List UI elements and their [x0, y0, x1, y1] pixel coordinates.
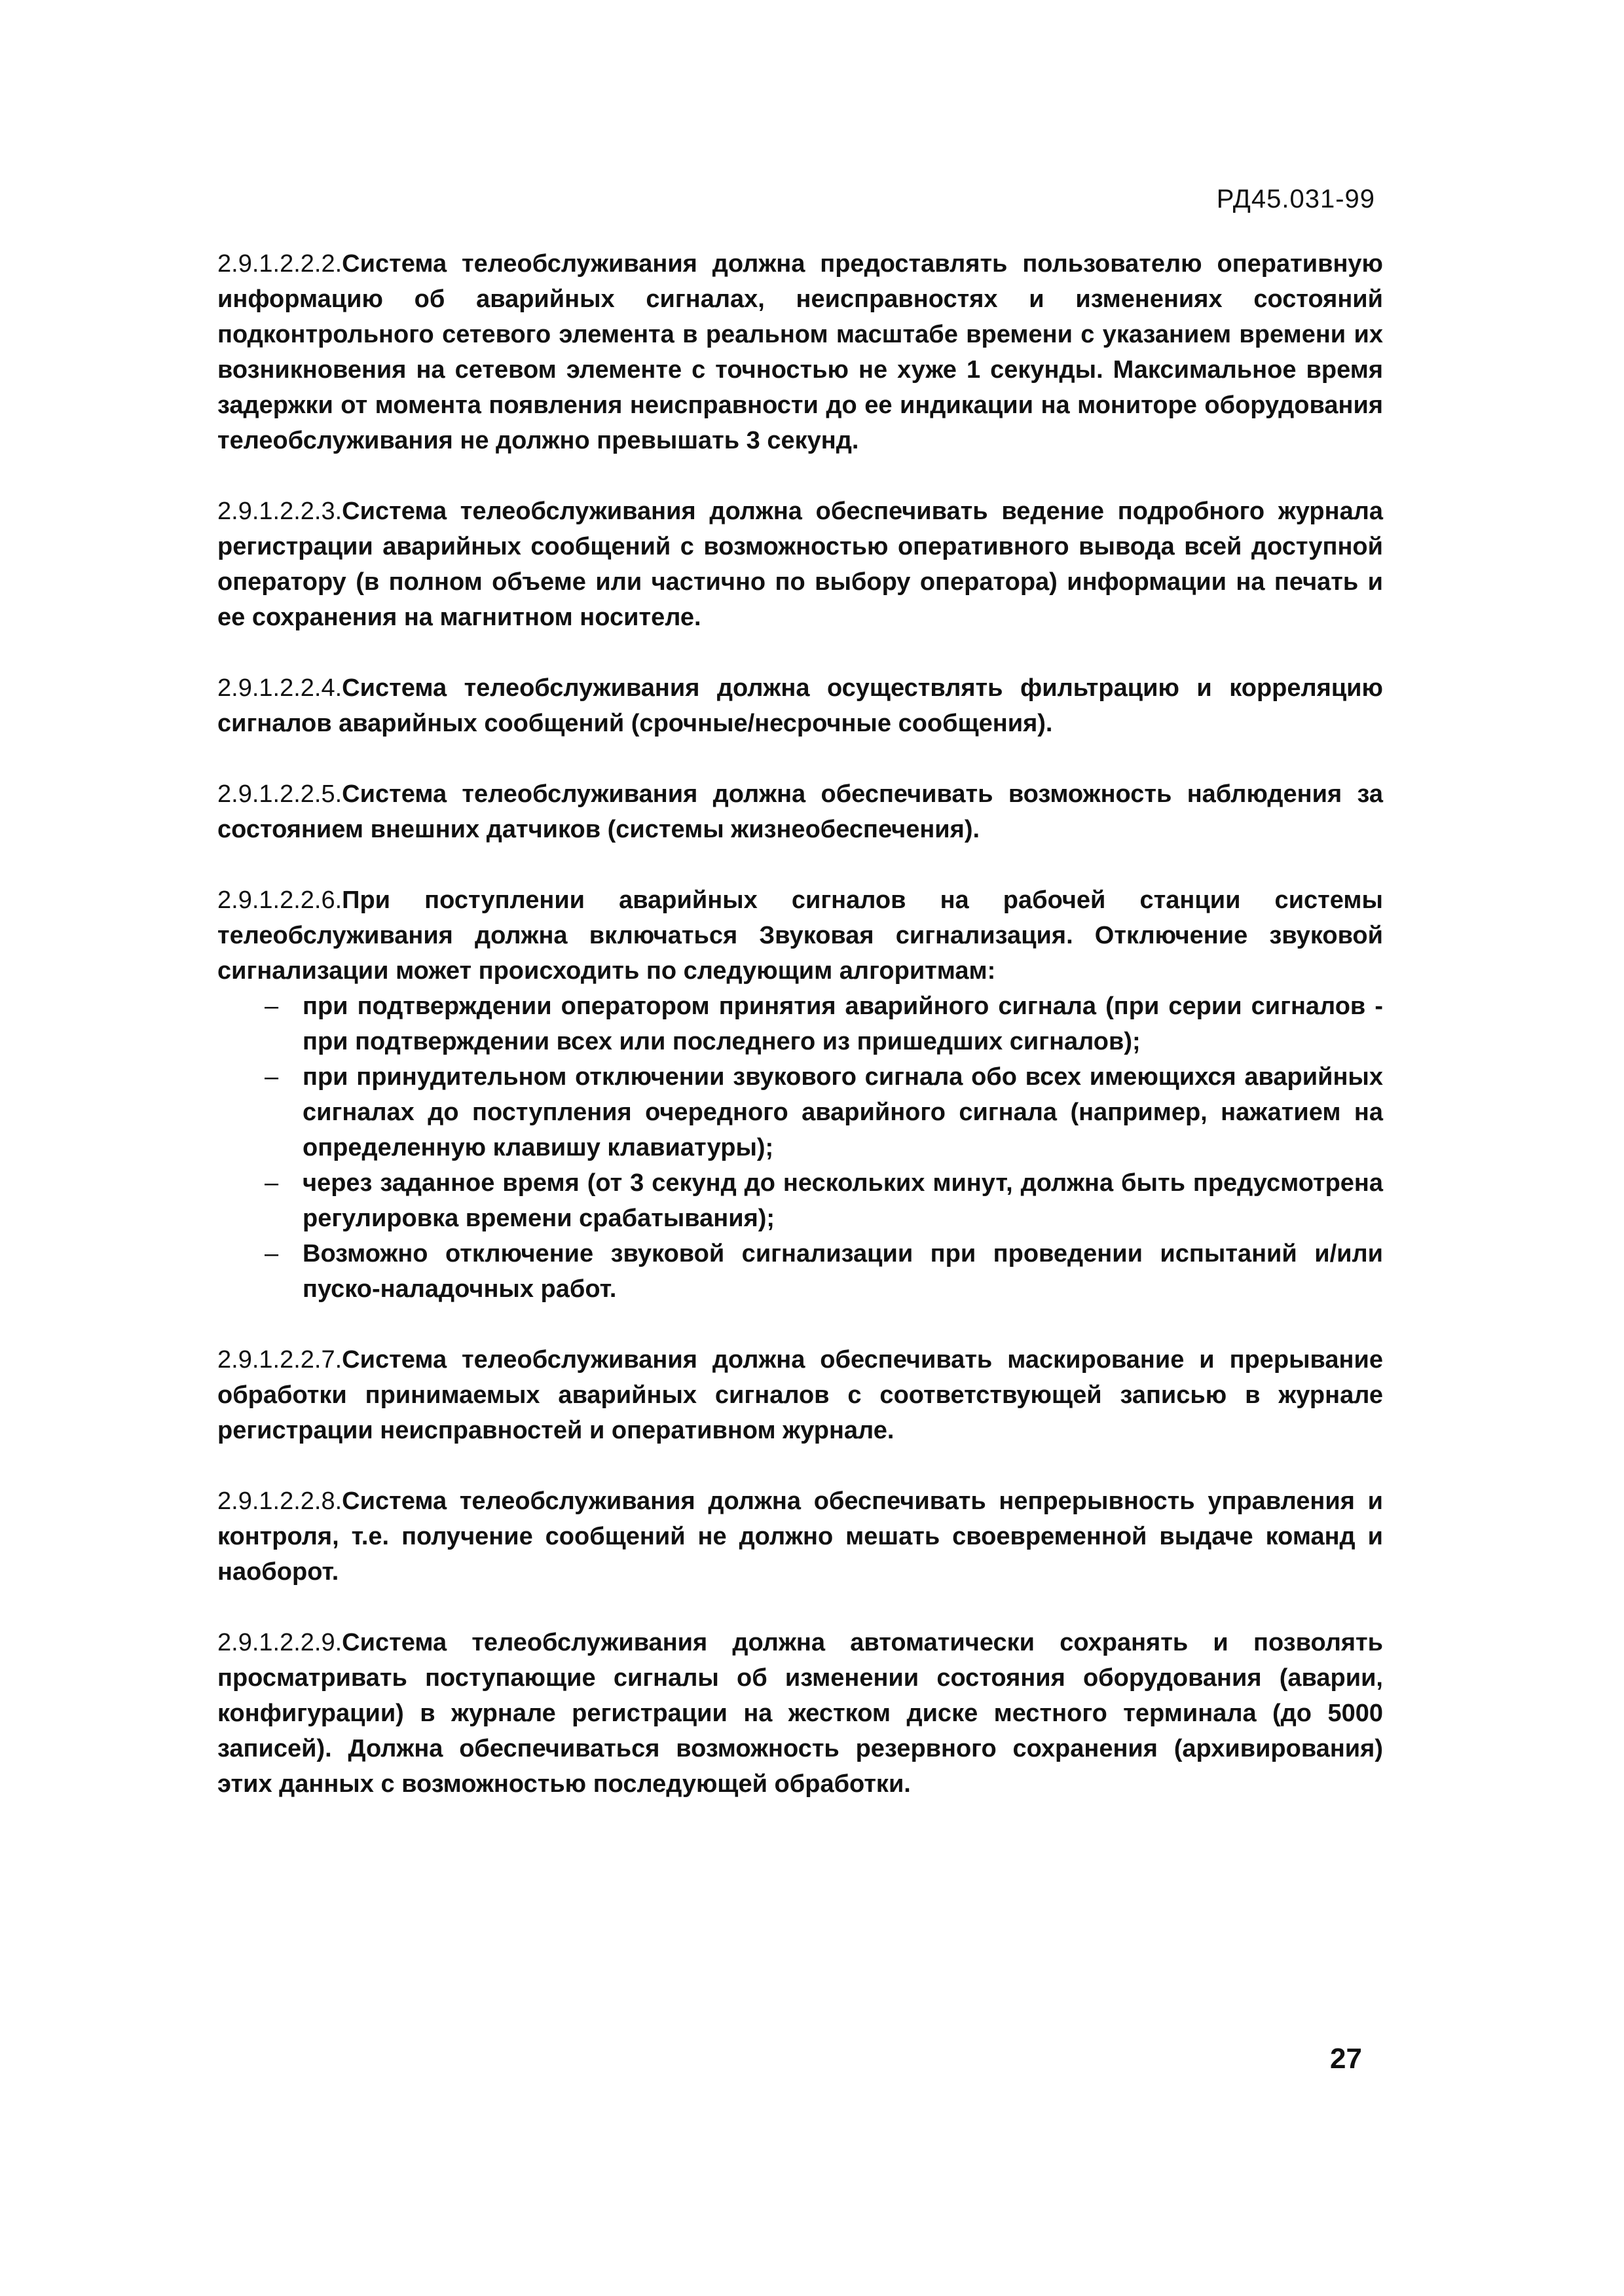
clause-2-9-1-2-2-2	[217, 246, 1383, 458]
clause-number: 2.9.1.2.2.2.	[217, 250, 342, 278]
dash-bullet: –	[265, 1169, 279, 1197]
clause-2-9-1-2-2-6	[217, 883, 1383, 1307]
document-code: РД45.031-99	[1216, 185, 1375, 213]
clause-2-9-1-2-2-5	[217, 776, 1383, 847]
list-item	[217, 1165, 1383, 1236]
clause-2-9-1-2-2-7	[217, 1342, 1383, 1448]
clause-number: 2.9.1.2.2.5.	[217, 780, 342, 808]
clause-2-9-1-2-2-3	[217, 494, 1383, 635]
clause-number: 2.9.1.2.2.8.	[217, 1487, 342, 1515]
page-number: 27	[1330, 2043, 1362, 2075]
clause-2-9-1-2-2-8	[217, 1484, 1383, 1590]
dash-bullet: –	[265, 1240, 279, 1267]
document-body	[217, 246, 1383, 1802]
list-item-text: через заданное время (от 3 секунд до нескольких минут, должна быть предусмотрена регулировка времени срабатывания);	[303, 1169, 1383, 1232]
clause-text: Система телеобслуживания должна осуществлять фильтрацию и корреляцию сигналов аварийных сообщений (срочные/несрочные сообщения).	[217, 674, 1383, 737]
list-item	[217, 1236, 1383, 1307]
list-item	[217, 1059, 1383, 1165]
clause-number: 2.9.1.2.2.4.	[217, 674, 342, 702]
clause-text: Система телеобслуживания должна обеспечивать возможность наблюдения за состоянием внешних датчиков (системы жизнеобеспечения).	[217, 780, 1383, 843]
clause-number: 2.9.1.2.2.6.	[217, 886, 342, 914]
clause-text: Система телеобслуживания должна обеспечивать маскирование и прерывание обработки принимаемых аварийных сигналов с соответствующей записью в журнале регистрации неисправностей и оперативном журнале.	[217, 1346, 1383, 1444]
list-item	[217, 989, 1383, 1059]
clause-text: Система телеобслуживания должна обеспечивать непрерывность управления и контроля, т.е. получение сообщений не должно мешать своевременной выдаче команд и наоборот.	[217, 1487, 1383, 1586]
clause-text: Система телеобслуживания должна автоматически сохранять и позволять просматривать поступающие сигналы об изменении состояния оборудования (аварии, конфигурации) в журнале регистрации на жестком диске местного терминала (до 5000 записей). Должна обеспечиваться возможность резервного сохранения (архивирования) этих данных с возможностью последующей обработки.	[217, 1629, 1383, 1798]
clause-number: 2.9.1.2.2.9.	[217, 1629, 342, 1656]
dash-bullet: –	[265, 993, 279, 1020]
dash-bullet: –	[265, 1063, 279, 1091]
clause-text: При поступлении аварийных сигналов на рабочей станции системы телеобслуживания должна включаться Звуковая сигнализация. Отключение звуковой сигнализации может происходить по следующим алгоритмам:	[217, 886, 1383, 985]
list-item-text: Возможно отключение звуковой сигнализации при проведении испытаний и/или пуско-наладочных работ.	[303, 1240, 1383, 1303]
clause-intro	[217, 883, 1383, 989]
clause-text: Система телеобслуживания должна предоставлять пользователю оперативную информацию об аварийных сигналах, неисправностях и изменениях состояний подконтрольного сетевого элемента в реальном масштабе времени с указанием времени их возникновения на сетевом элементе с точностью не хуже 1 секунды. Максимальное время задержки от момента появления неисправности до ее индикации на мониторе оборудования телеобслуживания не должно превышать 3 секунд.	[217, 250, 1383, 454]
clause-2-9-1-2-2-9	[217, 1625, 1383, 1802]
clause-text: Система телеобслуживания должна обеспечивать ведение подробного журнала регистрации аварийных сообщений с возможностью оперативного вывода всей доступной оператору (в полном объеме или частично по выбору оператора) информации на печать и ее сохранения на магнитном носителе.	[217, 498, 1383, 631]
list-item-text: при подтверждении оператором принятия аварийного сигнала (при серии сигналов - при подтверждении всех или последнего из пришедших сигналов);	[303, 993, 1383, 1055]
clause-number: 2.9.1.2.2.7.	[217, 1346, 342, 1374]
list-item-text: при принудительном отключении звукового сигнала обо всех имеющихся аварийных сигналах до поступления очередного аварийного сигнала (например, нажатием на определенную клавишу клавиатуры);	[303, 1063, 1383, 1161]
clause-2-9-1-2-2-4	[217, 670, 1383, 741]
algorithm-list	[217, 989, 1383, 1307]
clause-number: 2.9.1.2.2.3.	[217, 498, 342, 525]
